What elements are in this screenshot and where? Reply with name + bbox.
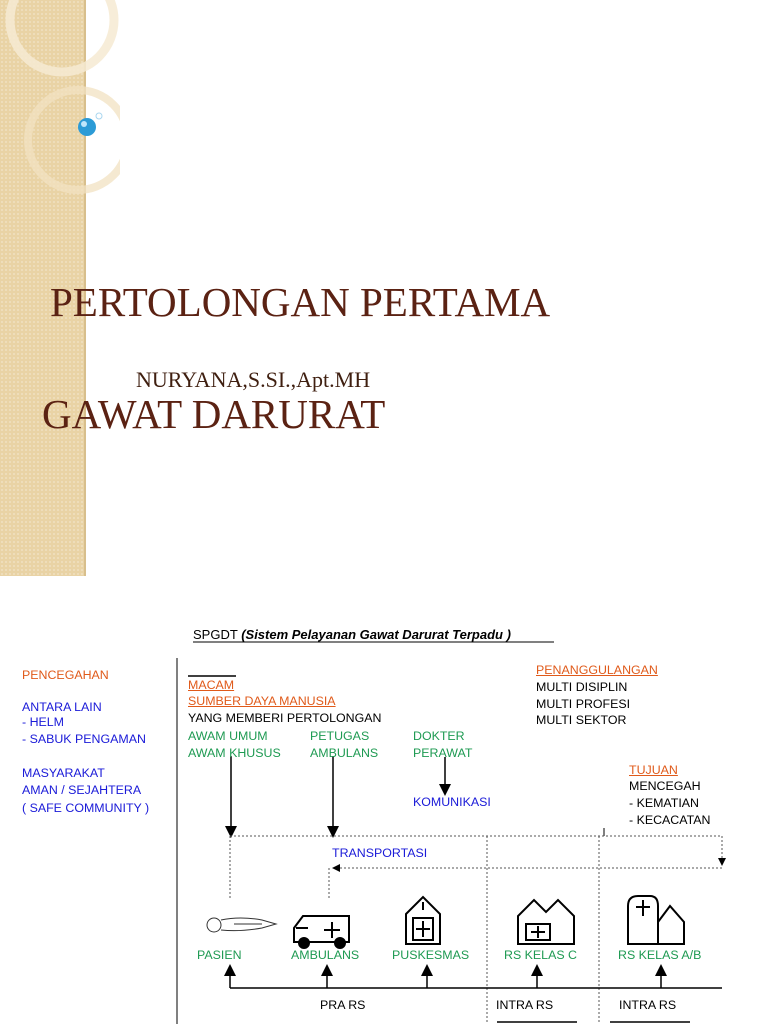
petugas: PETUGAS xyxy=(310,729,370,743)
masyarakat-1: MASYARAKAT xyxy=(22,766,105,780)
antara-lain: ANTARA LAIN xyxy=(22,700,102,714)
ambulans-sdm: AMBULANS xyxy=(310,746,379,760)
masyarakat-3: ( SAFE COMMUNITY ) xyxy=(22,801,150,815)
transportasi-label: TRANSPORTASI xyxy=(332,846,428,860)
awam-khusus: AWAM KHUSUS xyxy=(188,746,281,760)
spgdt-diagram-slide xyxy=(0,600,768,1024)
helm-item: - HELM xyxy=(22,715,64,729)
slide-title xyxy=(42,218,742,498)
multi-disiplin: MULTI DISIPLIN xyxy=(536,680,628,694)
diagram-header xyxy=(193,627,511,642)
penanggulangan-heading: PENANGGULANGAN xyxy=(536,663,658,677)
ambulance-icon xyxy=(294,916,349,948)
hospital-ab-icon xyxy=(628,896,684,944)
title-line-2: GAWAT DARURAT xyxy=(42,391,386,437)
dokter: DOKTER xyxy=(413,729,465,743)
puskesmas-label: PUSKESMAS xyxy=(392,948,470,962)
pra-rs-label: PRA RS xyxy=(320,998,366,1012)
masyarakat-2: AMAN / SEJAHTERA xyxy=(22,783,142,797)
tujuan-heading: TUJUAN xyxy=(629,763,678,777)
puskesmas-icon xyxy=(406,897,440,944)
pasien-label: PASIEN xyxy=(197,948,242,962)
sdm-label: SUMBER DAYA MANUSIA xyxy=(188,694,336,708)
multi-sektor: MULTI SEKTOR xyxy=(536,713,627,727)
decorative-circles-icon xyxy=(0,0,120,200)
ambulans-label: AMBULANS xyxy=(291,948,360,962)
awam-umum: AWAM UMUM xyxy=(188,729,268,743)
sabuk-item: - SABUK PENGAMAN xyxy=(22,732,146,746)
mencegah: MENCEGAH xyxy=(629,779,701,793)
yang-memberi-label: YANG MEMBERI PERTOLONGAN xyxy=(188,711,382,725)
intra-rs-label-2: INTRA RS xyxy=(619,998,677,1012)
rs-kelas-c-label: RS KELAS C xyxy=(504,948,577,962)
hospital-c-icon xyxy=(518,900,574,944)
author-subtitle: NURYANA,S.SI.,Apt.MH xyxy=(136,367,371,392)
kecacatan: - KECACATAN xyxy=(629,813,711,827)
pencegahan-heading: PENCEGAHAN xyxy=(22,668,109,682)
macam-label: MACAM xyxy=(188,678,235,692)
perawat: PERAWAT xyxy=(413,746,473,760)
rs-kelas-ab-label: RS KELAS A/B xyxy=(618,948,702,962)
multi-profesi: MULTI PROFESI xyxy=(536,697,631,711)
header-full: (Sistem Pelayanan Gawat Darurat Terpadu ) xyxy=(241,627,511,642)
patient-icon xyxy=(207,918,276,932)
title-line-1: PERTOLONGAN PERTAMA xyxy=(50,279,551,325)
header-abbr: SPGDT xyxy=(193,627,238,642)
komunikasi: KOMUNIKASI xyxy=(413,795,491,809)
kematian: - KEMATIAN xyxy=(629,796,699,810)
blue-bubble-icon xyxy=(78,118,96,136)
intra-rs-label-1: INTRA RS xyxy=(496,998,554,1012)
